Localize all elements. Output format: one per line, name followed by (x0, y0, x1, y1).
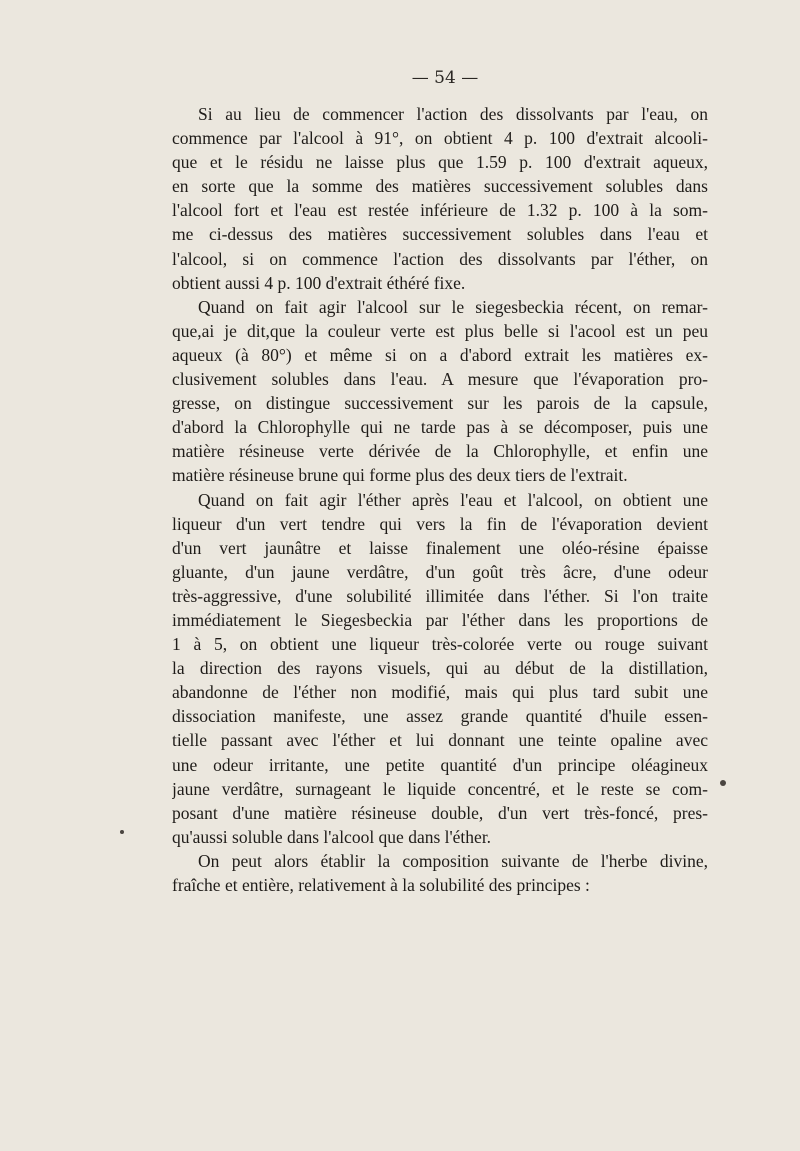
text-line: fraîche et entière, relativement à la solubilité des principes : (172, 875, 590, 895)
text-line: posant d'une matière résineuse double, d'un vert très-foncé, pres- (172, 802, 708, 823)
text-line: 1 à 5, on obtient une liqueur très-colorée verte ou rouge suivant (172, 634, 708, 655)
text-line: Quand on fait agir l'éther après l'eau et l'alcool, on obtient une (198, 489, 708, 510)
body-text (172, 102, 708, 897)
ink-speck (120, 830, 124, 834)
ink-speck (720, 780, 726, 786)
text-line: qu'aussi soluble dans l'alcool que dans l'éther. (172, 826, 492, 847)
text-line: obtient aussi 4 p. 100 d'extrait éthéré fixe. (172, 272, 466, 293)
text-line: abandonne de l'éther non modifié, mais qui plus tard subit une (172, 682, 708, 703)
text-line: une odeur irritante, une petite quantité d'un principe oléagineux (172, 754, 708, 775)
text-line: aqueux (à 80°) et même si on a d'abord extrait les matières ex- (172, 344, 708, 365)
text-line: me ci-dessus des matières successivement solubles dans l'eau et (172, 224, 708, 245)
page-number: — 54 — (411, 68, 479, 88)
text-line: liqueur d'un vert tendre qui vers la fin de l'évaporation devient (172, 513, 708, 534)
text-line: dissociation manifeste, une assez grande quantité d'huile essen- (172, 706, 708, 727)
text-line: matière résineuse brune qui forme plus des deux tiers de l'extrait. (172, 465, 628, 486)
text-line: On peut alors établir la composition suivante de l'herbe divine, (198, 850, 708, 871)
text-line: commence par l'alcool à 91°, on obtient 4 p. 100 d'extrait alcooli- (172, 128, 708, 149)
text-line: gluante, d'un jaune verdâtre, d'un goût très âcre, d'une odeur (172, 561, 708, 582)
text-line: immédiatement le Siegesbeckia par l'éther dans les proportions de (172, 609, 708, 630)
text-line: d'un vert jaunâtre et laisse finalement une oléo-résine épaisse (172, 537, 708, 558)
text-line: tielle passant avec l'éther et lui donnant une teinte opaline avec (172, 730, 708, 751)
text-line: l'alcool, si on commence l'action des dissolvants par l'éther, on (172, 248, 708, 269)
text-line: Si au lieu de commencer l'action des dissolvants par l'eau, on (198, 104, 708, 124)
text-line: l'alcool fort et l'eau est restée inférieure de 1.32 p. 100 à la som- (172, 200, 708, 221)
text-line: la direction des rayons visuels, qui au début de la distillation, (172, 658, 708, 679)
text-line: jaune verdâtre, surnageant le liquide concentré, et le reste se com- (172, 778, 708, 799)
text-line: que et le résidu ne laisse plus que 1.59 p. 100 d'extrait aqueux, (172, 152, 708, 173)
text-line: en sorte que la somme des matières successivement solubles dans (172, 176, 708, 197)
text-line: gresse, on distingue successivement sur les parois de la capsule, (172, 393, 708, 414)
text-line: d'abord la Chlorophylle qui ne tarde pas à se décomposer, puis une (172, 417, 708, 438)
text-line: Quand on fait agir l'alcool sur le siegesbeckia récent, on remar- (198, 296, 708, 317)
text-line: que,ai je dit,que la couleur verte est plus belle si l'acool est un peu (172, 320, 708, 341)
text-line: très-aggressive, d'une solubilité illimitée dans l'éther. Si l'on traite (172, 585, 708, 606)
text-line: matière résineuse verte dérivée de la Chlorophylle, et enfin une (172, 441, 708, 462)
text-line: clusivement solubles dans l'eau. A mesure que l'évaporation pro- (172, 369, 708, 390)
